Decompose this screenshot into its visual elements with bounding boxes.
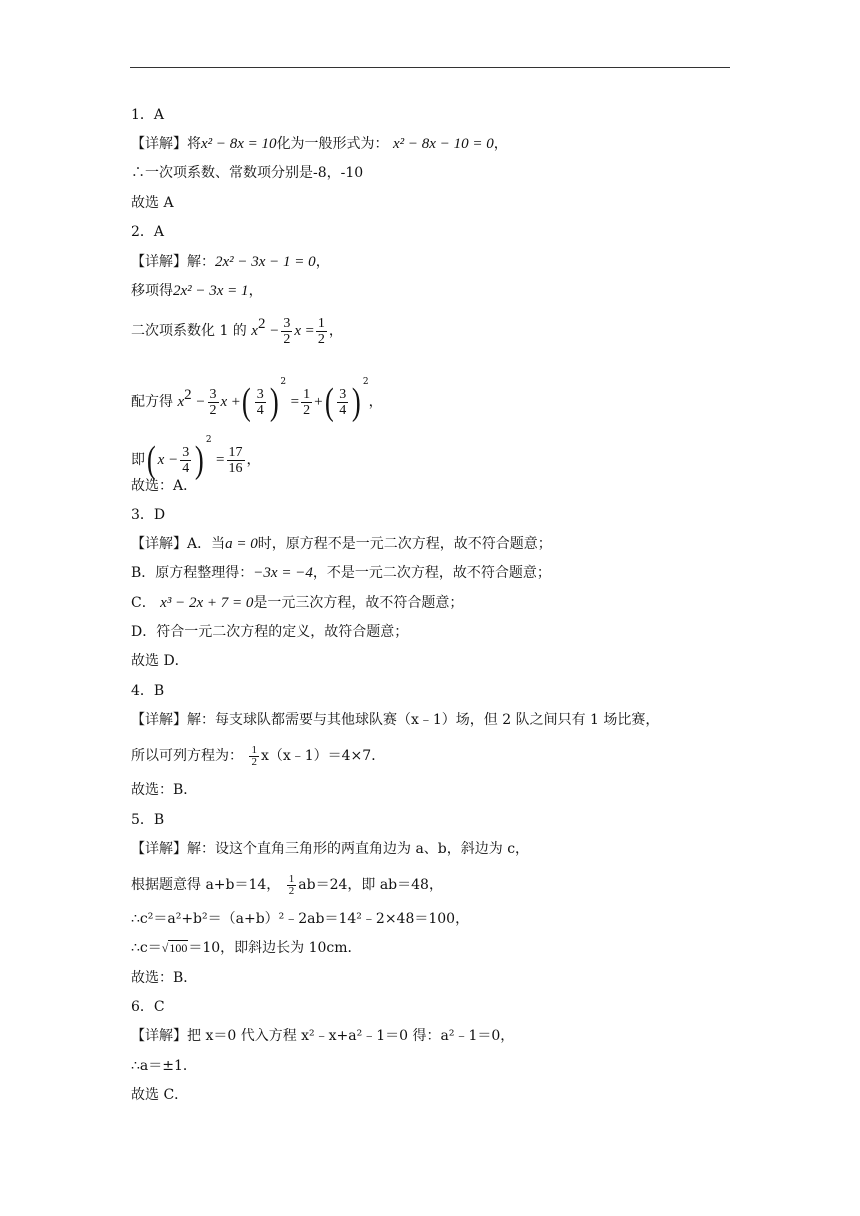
equation: 2x² − 3x − 1 = 0 (215, 254, 316, 270)
equation: −3x = −4 (253, 565, 313, 581)
q2-explanation: 【详解】解：2x² − 3x − 1 = 0， (131, 254, 330, 270)
q4-line1: 【详解】解：每支球队都需要与其他球队赛（x﹣1）场，但 2 队之间只有 1 场比赛， (131, 712, 660, 728)
header-rule (130, 67, 730, 68)
q3-line3: C． x³ − 2x + 7 = 0是一元三次方程，故不符合题意； (131, 595, 464, 611)
q2-line4: 配方得 $x^2$ − $\frac{3}{2}$ x +( $\frac{3}{4}$ ) $^2$ = $\frac{1}{2}$ +( $\frac{3}{4}$ ) $^2$， (131, 377, 383, 423)
q1-explanation: 【详解】将x² − 8x = 10化为一般形式为： x² − 8x − 10 = 0， (131, 136, 508, 152)
q3-answer: 3．D (131, 507, 166, 523)
q6-line2: ∴a＝±1． (131, 1058, 197, 1074)
square-root: √100 (161, 941, 188, 955)
q4-conclusion: 故选：B． (131, 782, 198, 798)
q2-line2: 移项得2x² − 3x = 1， (131, 283, 263, 299)
q4-line2: 所以可列方程为： $\frac{1}{2}$ x（x﹣1）＝4×7． (131, 743, 386, 768)
q1-line2: ∴一次项系数、常数项分别是-8，-10 (131, 165, 364, 181)
q4-answer: 4．B (131, 683, 165, 699)
q3-conclusion: 故选 D． (131, 653, 189, 669)
q6-answer: 6．C (131, 999, 165, 1015)
q2-answer: 2．A (131, 224, 165, 240)
q2-line3: 二次项系数化 1 的 $x^2$ − $\frac{3}{2}$ x = $\frac{1}{2}$ ， (131, 315, 343, 347)
equation: x² − 8x = 10 (201, 136, 277, 152)
q5-conclusion: 故选：B． (131, 970, 198, 986)
q5-line2: 根据题意得 a+b＝14， $\frac{1}{2}$ ab＝24，即 ab＝48， (131, 872, 443, 897)
equation: a = 0 (225, 536, 258, 552)
q6-conclusion: 故选 C． (131, 1087, 189, 1103)
q1-conclusion: 故选 A (131, 195, 174, 211)
q3-line2: B．原方程整理得：−3x = −4，不是一元二次方程，故不符合题意； (131, 565, 551, 581)
q2-line5: 即( x − $\frac{3}{4}$ ) $^2$ = $\frac{17}{16}$ ， (131, 435, 261, 481)
equation: x² − 8x − 10 = 0 (393, 136, 494, 152)
q5-line1: 【详解】解：设这个直角三角形的两直角边为 a、b，斜边为 c， (131, 841, 530, 857)
equation: x³ − 2x + 7 = 0 (160, 595, 254, 611)
q1-answer: 1．A (131, 107, 165, 123)
q3-line1: 【详解】A．当a = 0时，原方程不是一元二次方程，故不符合题意； (131, 536, 552, 552)
q3-line4: D．符合一元二次方程的定义，故符合题意； (131, 624, 409, 640)
q2-conclusion: 故选：A． (131, 478, 198, 494)
q5-line3: ∴c²＝a²+b²＝（a+b）²﹣2ab＝14²﹣2×48＝100， (131, 911, 470, 927)
q5-line4: ∴c＝√100＝10，即斜边长为 10cm． (131, 940, 362, 956)
q6-line1: 【详解】把 x＝0 代入方程 x²﹣x+a²﹣1＝0 得：a²﹣1＝0， (131, 1028, 515, 1044)
q5-answer: 5．B (131, 812, 165, 828)
equation: 2x² − 3x = 1 (173, 283, 249, 299)
